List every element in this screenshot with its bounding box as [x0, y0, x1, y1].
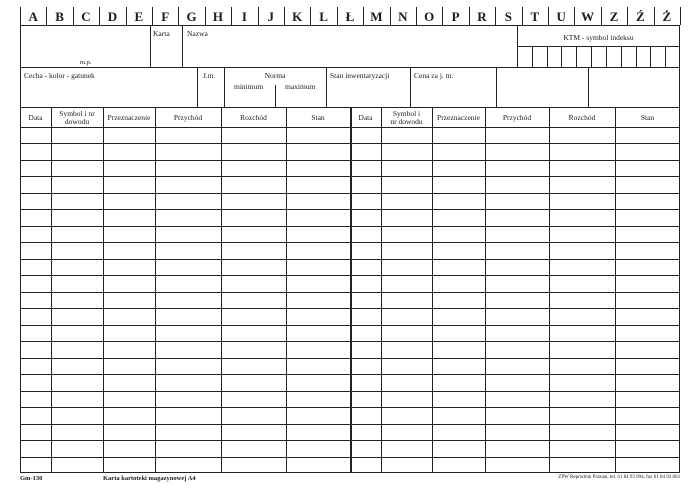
minimum-label: minimum [234, 82, 264, 91]
divider [517, 46, 680, 47]
column-line [103, 107, 104, 473]
index-letter: B [55, 9, 64, 24]
jm-label: J.m. [203, 71, 216, 80]
index-letter: T [530, 9, 540, 24]
ktm-cell-divider [591, 46, 592, 67]
ktm-cell-divider [621, 46, 622, 67]
ktm-cell-divider [665, 46, 666, 67]
nazwa-label: Nazwa [187, 29, 208, 38]
column-header-symbol: Symbol i nr dowodu [390, 109, 423, 126]
index-letter: Ł [345, 9, 355, 24]
column-header-rozchód: Rozchód [240, 113, 267, 122]
ktm-cell-divider [606, 46, 607, 67]
ktm-label: KTM - symbol indeksu [563, 33, 634, 42]
ktm-cell-divider [636, 46, 637, 67]
column-header-data: Data [28, 113, 43, 122]
column-line [485, 107, 486, 473]
index-letter: Ż [662, 9, 672, 24]
index-letter: K [292, 9, 303, 24]
norma-label: Norma [264, 71, 286, 80]
column-header-stan: Stan [311, 113, 325, 122]
index-letter: P [451, 9, 460, 24]
index-letter: F [161, 9, 170, 24]
column-header-stan: Stan [640, 113, 655, 122]
index-letter: L [319, 9, 328, 24]
index-letter: U [556, 9, 566, 24]
divider [197, 67, 198, 107]
column-line [432, 107, 433, 473]
column-header-przeznaczenie: Przeznaczenie [107, 113, 151, 122]
index-letter: E [134, 9, 144, 24]
divider [275, 85, 276, 107]
cena-label: Cena za j. m. [414, 71, 454, 80]
divider [20, 67, 680, 68]
stan-inwentaryzacji-label: Stan inwentaryzacji [330, 71, 390, 80]
index-letter: Z [609, 9, 619, 24]
index-letter: H [212, 9, 224, 24]
index-letter: A [28, 9, 38, 24]
maximum-label: maximum [285, 82, 316, 91]
ktm-cell-divider [561, 46, 562, 67]
column-line [286, 107, 287, 473]
cecha-label: Cecha - kolor - gatunek [24, 71, 95, 80]
index-letter: S [504, 9, 512, 24]
ktm-cell-divider [547, 46, 548, 67]
column-line [615, 107, 616, 473]
divider [150, 25, 151, 67]
column-header-rozchód: Rozchód [568, 113, 596, 122]
letter-divider [680, 7, 681, 25]
column-line [51, 107, 52, 473]
divider [496, 67, 497, 107]
column-line [549, 107, 550, 473]
index-letter: C [81, 9, 91, 24]
form-title: Karta kartoteki magazynowej A4 [103, 475, 196, 482]
index-letter: W [581, 9, 595, 24]
karta-label: Karta [153, 29, 170, 38]
index-letter: J [267, 9, 275, 24]
column-header-przychód: Przychód [502, 113, 532, 122]
ktm-cell-divider [576, 46, 577, 67]
divider [588, 67, 589, 107]
index-letter: M [370, 9, 383, 24]
mp-label: m.p. [80, 59, 92, 66]
divider [182, 25, 183, 67]
column-header-przeznaczenie: Przeznaczenie [437, 113, 480, 122]
column-header-symbol: Symbol i nr dowodu [59, 109, 95, 126]
index-letter: Ź [636, 9, 645, 24]
divider [410, 67, 411, 107]
column-line [221, 107, 222, 473]
column-header-przychód: Przychód [173, 113, 203, 122]
column-line [155, 107, 156, 473]
form-code: Gm-130 [20, 475, 43, 482]
column-line [381, 107, 382, 473]
index-letter: D [107, 9, 118, 24]
index-letter: R [477, 9, 487, 24]
column-header-data: Data [358, 113, 373, 122]
index-letter: O [424, 9, 435, 24]
printer-info: ZPW Reprodruk Poznań, tel. 61 84 93 094, fax 61 84 93 063 [558, 475, 680, 480]
index-letter: G [186, 9, 197, 24]
index-letter: N [398, 9, 408, 24]
ktm-cell-divider [532, 46, 533, 67]
column-line [350, 107, 352, 473]
divider [326, 67, 327, 107]
ktm-cell-divider [650, 46, 651, 67]
index-letter: I [241, 9, 247, 24]
